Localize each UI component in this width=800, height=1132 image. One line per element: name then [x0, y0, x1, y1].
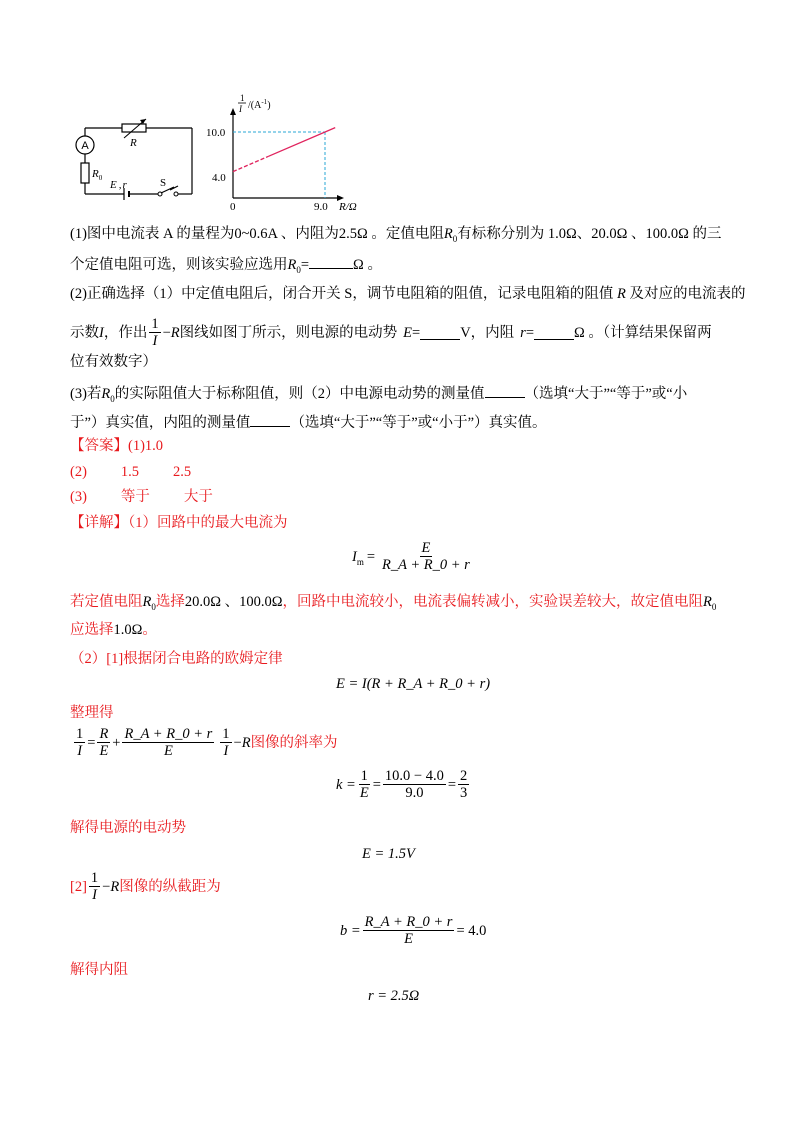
answer-2-a: 1.5 — [120, 464, 140, 480]
eq1-eq: = — [366, 548, 376, 565]
eq4-f3-num: 2 — [460, 768, 468, 784]
q1-text-b: 有标称分别为 1.0Ω、20.0Ω 、100.0Ω 的三 — [457, 226, 722, 242]
detail-p1e-r0-sub: 0 — [711, 601, 717, 612]
eq1-den: R_A + R_0 + r — [382, 557, 470, 573]
q2-text-a2: 及对应的电流表的 — [629, 286, 746, 302]
q3-text-b1: 于”）真实值，内阻的测量值 — [70, 415, 251, 431]
eq1-num: E — [421, 540, 431, 556]
eq1-max-current — [352, 540, 474, 573]
detail-s2b: [2] $\frac{1}{I}$ − R 图像的纵截距为 — [70, 870, 221, 903]
ammeter-symbol — [76, 136, 94, 154]
detail-p1e-r0: R — [703, 594, 712, 610]
q2-line3 — [70, 352, 157, 372]
eq3-tail: 图像的斜率为 — [250, 734, 338, 751]
eq4-f2-num: 10.0 − 4.0 — [384, 768, 444, 784]
answer-3-b: 大于 — [183, 489, 213, 505]
q2-blank-e[interactable] — [420, 325, 460, 340]
detail-arrange: 整理得 — [70, 705, 114, 721]
detail-p2c: 。 — [142, 622, 157, 638]
q2-e: E — [403, 324, 412, 341]
eq1-lhs: I — [352, 548, 357, 565]
q2-eq1: = — [412, 324, 421, 341]
data-line-dashed-segment — [233, 156, 269, 171]
detail-label: 【详解】（1）回路中的最大电流为 — [70, 515, 288, 531]
svg-text:R0 — [91, 168, 103, 182]
eq4-lhs: k = — [336, 776, 356, 793]
battery-r-label: r — [122, 179, 127, 191]
q2-line2 — [70, 316, 712, 349]
q3-blank-2[interactable] — [250, 412, 290, 427]
q2-line1 — [70, 284, 745, 304]
x-axis-label: R/Ω — [339, 201, 357, 212]
eq6-rhs: = 4.0 — [456, 922, 487, 939]
detail-p1-r0: R — [142, 594, 152, 610]
q2-text-b6: V，内阻 — [460, 324, 515, 341]
q3-line2 — [70, 412, 547, 433]
y-tick-low: 4.0 — [212, 172, 226, 184]
answer-line2 — [70, 462, 191, 482]
detail-s2: （2）[1]根据闭合电路的欧姆定律 — [70, 651, 283, 667]
q2-r2: R — [170, 324, 180, 341]
rheostat-label: R — [130, 137, 137, 149]
q2-text-b1: 示数 — [70, 324, 99, 341]
switch-symbol — [158, 177, 178, 196]
x-origin-label: 0 — [230, 201, 236, 212]
q3-text-a2: 的实际阻值大于标称阻值，则（2）中电源电动势的测量值 — [114, 386, 485, 402]
q1-text-c: 个定值电阻可选，则该实验应选用 — [70, 257, 288, 273]
q2-r-internal: r — [520, 324, 526, 341]
answer-2-num: (2) — [70, 464, 87, 480]
q2-eq2: = — [525, 324, 535, 341]
eq4-f3-den: 3 — [460, 785, 468, 801]
q3-r0: R — [101, 386, 111, 402]
eq6-intercept — [340, 914, 486, 947]
q1-eq: = — [300, 257, 310, 273]
q3-text-b2: （选填“大于”“等于”或“小于”）真实值。 — [290, 415, 547, 431]
ammeter-label: A — [81, 140, 89, 152]
q2-minus: − — [162, 324, 171, 341]
eq4-eq: = — [372, 776, 381, 793]
detail-p1-line1 — [70, 592, 716, 617]
q3-line1 — [70, 383, 687, 409]
detail-p1d: ，回路中电流较小，电流表偏转减小，实验误差较大，故定值电阻 — [282, 594, 704, 610]
detail-p1c: 20.0Ω 、100.0Ω — [184, 594, 283, 610]
x-tick-label: 9.0 — [314, 201, 328, 212]
q2-r: R — [616, 286, 626, 302]
eq2-ohm: E = I(R + R_A + R_0 + r) — [336, 676, 491, 692]
q2-frac-num: 1 — [151, 316, 159, 332]
q3-r0-sub: 0 — [110, 393, 115, 404]
eq4-f1-num: 1 — [360, 768, 368, 784]
q3-text-a3: （选填“大于”“等于”或“小 — [524, 386, 688, 402]
switch-label: S — [160, 177, 167, 189]
answer-3-num: (3) — [70, 489, 87, 505]
resistor-label: R — [92, 168, 99, 180]
eq4-f2-den: 9.0 — [405, 785, 424, 801]
detail-p1-line2 — [70, 620, 157, 640]
q1-r0: R — [443, 226, 453, 242]
q2-text-c: 位有效数字） — [70, 354, 157, 370]
q1-r0-b-sub: 0 — [296, 264, 301, 275]
y-label-unit: /(A — [248, 100, 262, 111]
detail-solve-r: 解得内阻 — [70, 962, 128, 978]
q2-blank-r[interactable] — [534, 325, 574, 340]
y-label-num: 1 — [240, 94, 245, 103]
battery-label: E — [110, 179, 117, 191]
circuit-diagram — [70, 118, 200, 204]
answer-line3 — [70, 487, 213, 507]
rheostat-symbol — [122, 119, 146, 149]
q2-text-b2: ，作出 — [103, 324, 148, 341]
q1-r0-b: R — [287, 257, 297, 273]
q2-fraction — [149, 316, 160, 349]
detail-p2b: 1.0Ω — [113, 622, 143, 638]
answer-label: 【答案】(1)1.0 — [70, 438, 164, 454]
q2-frac-den: I — [152, 333, 158, 349]
svg-text:E,r: E ,r — [110, 179, 127, 191]
y-label-den: I — [239, 104, 242, 114]
eq6-lhs: b = — [340, 922, 361, 939]
eq5-emf: E = 1.5V — [362, 846, 415, 862]
svg-text:/(A-1) — [248, 98, 271, 111]
eq4-slope — [336, 768, 471, 801]
q1-text-a: (1)图中电流表 A 的量程为0~0.6A 、内阻为2.5Ω 。定值电阻 — [70, 226, 444, 242]
y-tick-top: 10.0 — [206, 127, 226, 139]
detail-p1-r0-sub: 0 — [151, 601, 156, 612]
answer-3-a: 等于 — [120, 489, 150, 505]
q2-i: I — [99, 324, 104, 341]
detail-p1a: 若定值电阻 — [70, 594, 143, 610]
y-label-close: ) — [267, 100, 271, 111]
q3-blank-1[interactable] — [485, 383, 525, 398]
detail-p2a: 应选择 — [70, 622, 114, 638]
q3-text-a1: (3)若 — [70, 386, 102, 402]
answer-2-b: 2.5 — [173, 464, 192, 480]
eq7-internal: r = 2.5Ω — [368, 988, 420, 1004]
y-axis-arrow — [230, 108, 236, 115]
eq3-linear: $\frac{1}{I}$ = $\frac{R}{E}$ + $\frac{R\_A + R\_0 + r}{E}$ $\frac{1}{I}$ − R 图像的斜率为 — [76, 726, 338, 759]
eq4-f1-den: E — [359, 785, 369, 801]
q1-blank[interactable] — [309, 254, 353, 269]
resistor-r0-symbol — [81, 163, 103, 183]
eq6-num: R_A + R_0 + r — [364, 914, 453, 930]
q1-r0-sub: 0 — [452, 233, 458, 244]
q2-text-b8: Ω 。（计算结果保留两 — [574, 324, 712, 341]
q1-unit: Ω 。 — [353, 257, 382, 273]
graph-1-over-i-vs-r — [200, 94, 380, 212]
q2-text-a: (2)正确选择（1）中定值电阻后，闭合开关 S，调节电阻箱的阻值，记录电阻箱的阻值 — [70, 286, 614, 302]
detail-p1b: 选择 — [155, 594, 185, 610]
eq4-eq2: = — [447, 776, 457, 793]
detail-s2b-tail: 图像的纵截距为 — [119, 878, 221, 895]
eq1-lhs-sub: m — [356, 556, 364, 567]
resistor-label-sub: 0 — [98, 174, 103, 182]
q2-text-b4: 图线如图丁所示，则电源的电动势 — [179, 324, 398, 341]
q1-line1 — [70, 224, 722, 249]
detail-s2b-pre: [2] — [70, 878, 87, 895]
q1-line2 — [70, 254, 382, 280]
battery-symbol — [109, 179, 129, 200]
y-label-exp: -1 — [261, 98, 268, 106]
detail-solve-e: 解得电源的电动势 — [70, 820, 186, 836]
eq6-den: E — [404, 931, 413, 947]
